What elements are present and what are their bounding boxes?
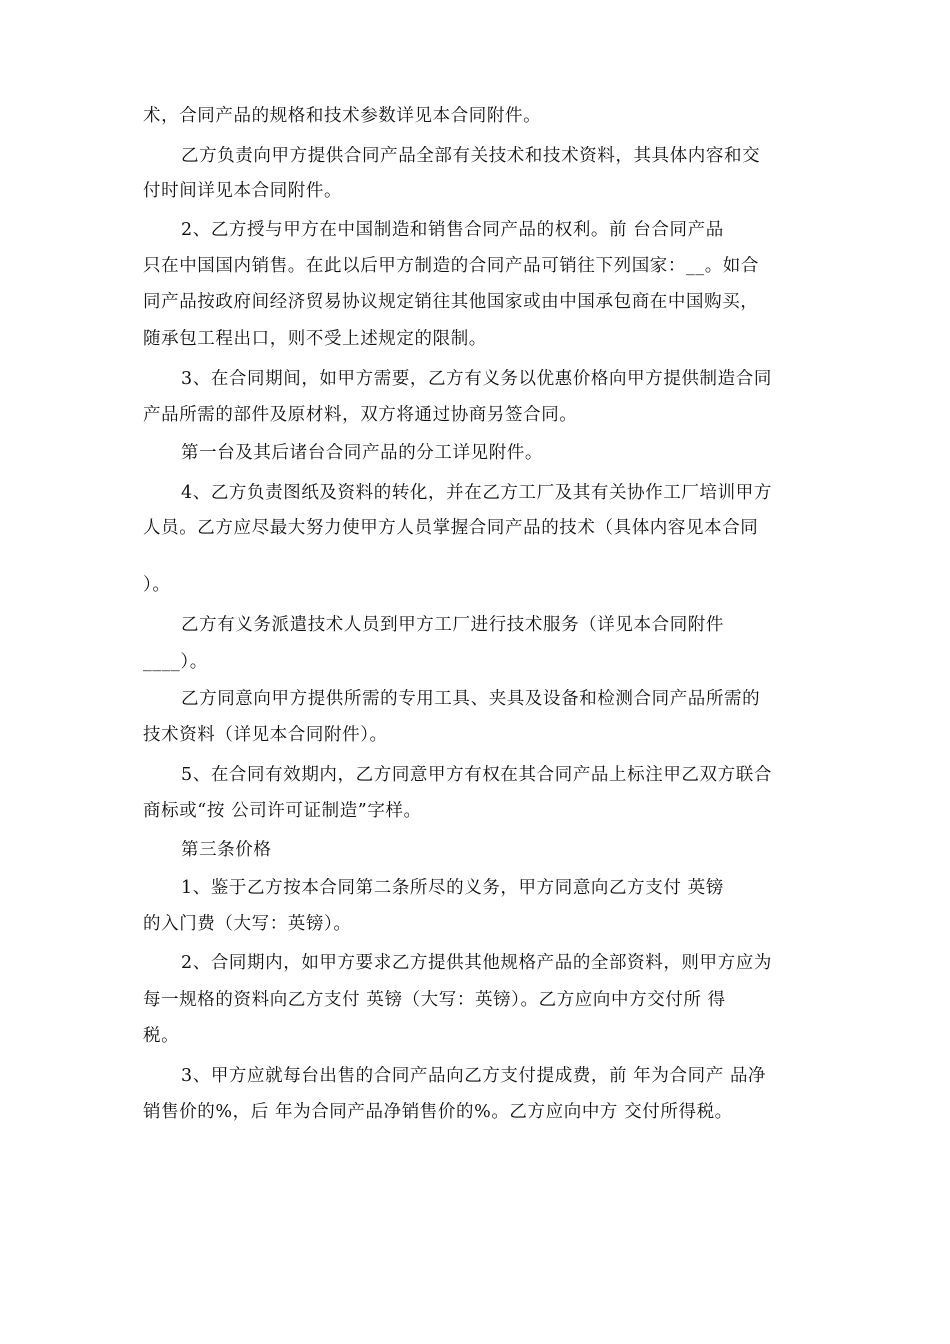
- section-heading: 第三条价格: [181, 840, 272, 860]
- text-line: 每一规格的资料向乙方支付 英镑（大写：英镑）。乙方应向中方交付所 得: [143, 990, 726, 1010]
- text-line: ____）。: [143, 652, 208, 672]
- text-line: 乙方有义务派遣技术人员到甲方工厂进行技术服务（详见本合同附件: [181, 615, 724, 635]
- text-line: 商标或“按 公司许可证制造”字样。: [143, 801, 422, 821]
- text-line: 技术资料（详见本合同附件）。: [143, 725, 388, 745]
- text-line: 税。: [143, 1026, 180, 1046]
- text-line: 产品所需的部件及原材料，双方将通过协商另签合同。: [143, 405, 578, 425]
- text-line: 3、甲方应就每台出售的合同产品向乙方支付提成费，前 年为合同产 品净: [181, 1066, 767, 1086]
- text-line: ）。: [143, 575, 171, 595]
- text-line: 2、乙方授与甲方在中国制造和销售合同产品的权利。前 台合同产品: [181, 220, 724, 240]
- text-line: 5、在合同有效期内，乙方同意甲方有权在其合同产品上标注甲乙双方联合: [181, 765, 772, 785]
- text-line: 同产品按政府间经济贸易协议规定销往其他国家或由中国承包商在中国购买，: [143, 292, 759, 312]
- text-line: 乙方负责向甲方提供合同产品全部有关技术和技术资料，其具体内容和交: [181, 146, 761, 166]
- text-line: 4、乙方负责图纸及资料的转化，并在乙方工厂及其有关协作工厂培训甲方: [181, 483, 772, 503]
- text-line: 3、在合同期间，如甲方需要，乙方有义务以优惠价格向甲方提供制造合同: [181, 369, 772, 389]
- text-line: 1、鉴于乙方按本合同第二条所尽的义务，甲方同意向乙方支付 英镑: [181, 878, 724, 898]
- text-line: 人员。乙方应尽最大努力使甲方人员掌握合同产品的技术（具体内容见本合同: [143, 518, 759, 538]
- text-line: 付时间详见本合同附件。: [143, 181, 343, 201]
- text-line: 2、合同期内，如甲方要求乙方提供其他规格产品的全部资料，则甲方应为: [181, 953, 772, 973]
- text-line: 术，合同产品的规格和技术参数详见本合同附件。: [143, 106, 542, 126]
- text-line: 只在中国国内销售。在此以后甲方制造的合同产品可销往下列国家：__。如合: [143, 256, 759, 276]
- text-line: 销售价的%，后 年为合同产品净销售价的%。乙方应向中方 交付所得税。: [143, 1102, 733, 1122]
- text-line: 随承包工程出口，则不受上述规定的限制。: [143, 329, 487, 349]
- text-line: 乙方同意向甲方提供所需的专用工具、夹具及设备和检测合同产品所需的: [181, 689, 761, 709]
- text-line: 的入门费（大写：英镑）。: [143, 914, 352, 934]
- text-line: 第一台及其后诸台合同产品的分工详见附件。: [181, 443, 543, 463]
